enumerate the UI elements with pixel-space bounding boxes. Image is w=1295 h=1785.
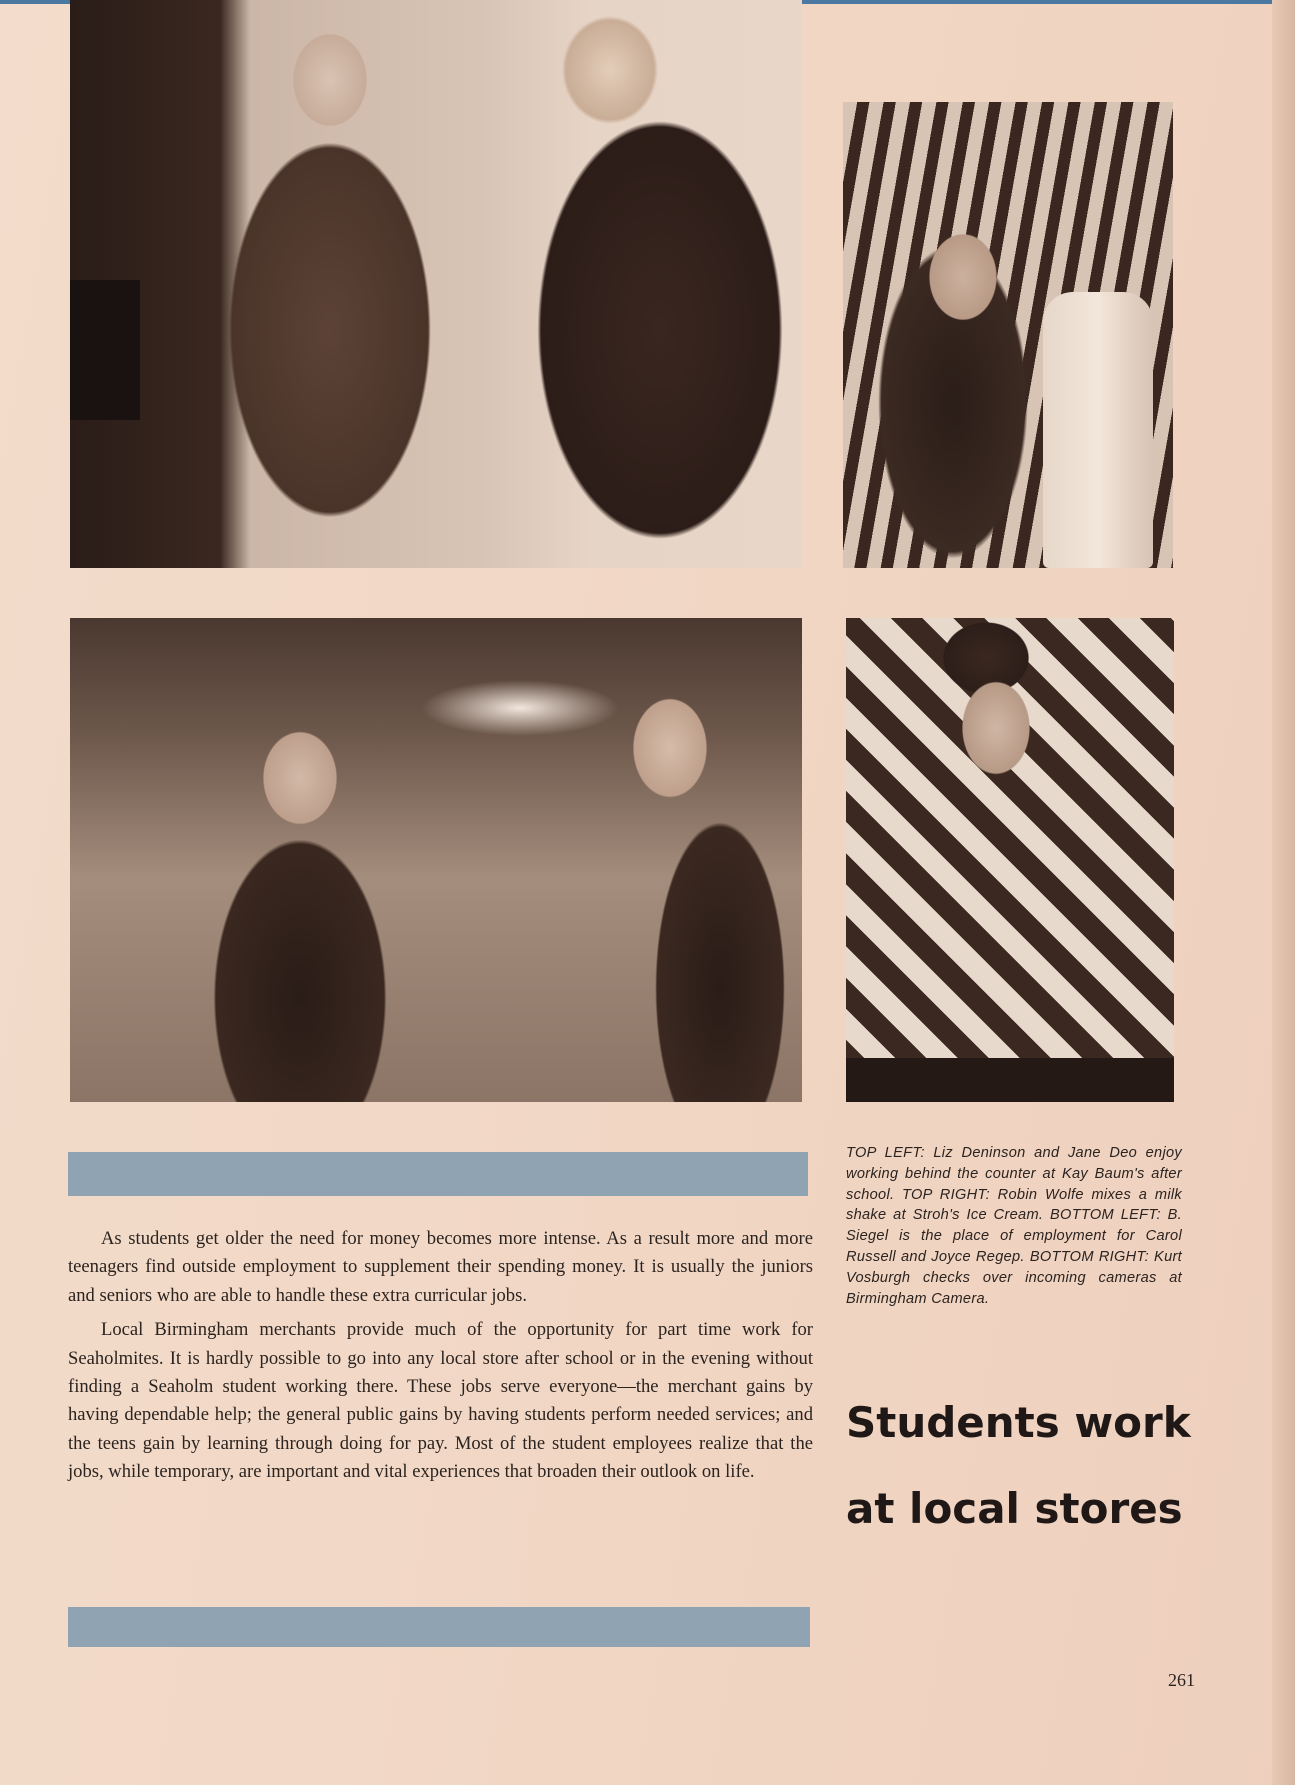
page-spine-edge	[1272, 0, 1295, 1785]
photo-bottom-left	[70, 618, 802, 1102]
photo-bottom-right	[846, 618, 1174, 1102]
article-paragraph: Local Birmingham merchants provide much of the opportunity for part time work for Seaholmites. It is hardly possible to go into any local store after school or in the evening without finding a Seaholm student working there. These jobs serve everyone—the merchant gains by having dependable help; the general public gains by having students perform needed services; and the teens gain by learning through doing for pay. Most of the student employees realize that the jobs, while temporary, are important and vital experiences that broaden their outlook on life.	[68, 1319, 813, 1483]
photo-top-left	[70, 0, 802, 568]
page-headline	[846, 1380, 1226, 1552]
article-body	[68, 1225, 813, 1487]
camera-counter	[846, 1058, 1174, 1102]
headline-line-1: Students work	[846, 1398, 1191, 1447]
accent-bar-bottom	[68, 1607, 810, 1647]
page-number: 261	[1168, 1670, 1195, 1690]
accent-bar-top	[68, 1152, 808, 1196]
article-paragraph: As students get older the need for money becomes more intense. As a result more and more teenagers find outside employment to supplement their spending money. It is usually the juniors and seniors who are able to handle these extra curricular jobs.	[68, 1228, 813, 1306]
photo-caption: TOP LEFT: Liz Deninson and Jane Deo enjoy working behind the counter at Kay Baum's after school. TOP RIGHT: Robin Wolfe mixes a milk shake at Stroh's Ice Cream. BOTTOM LEFT: B. Siegel is the place of employment for Carol Russell and Joyce Regep. BOTTOM RIGHT: Kurt Vosburgh checks over incoming cameras at Birmingham Camera.	[846, 1145, 1182, 1307]
store-sign	[70, 280, 140, 420]
photo-top-right	[843, 102, 1173, 568]
milkshake-mixer	[1043, 292, 1153, 568]
headline-line-2: at local stores	[846, 1484, 1183, 1533]
